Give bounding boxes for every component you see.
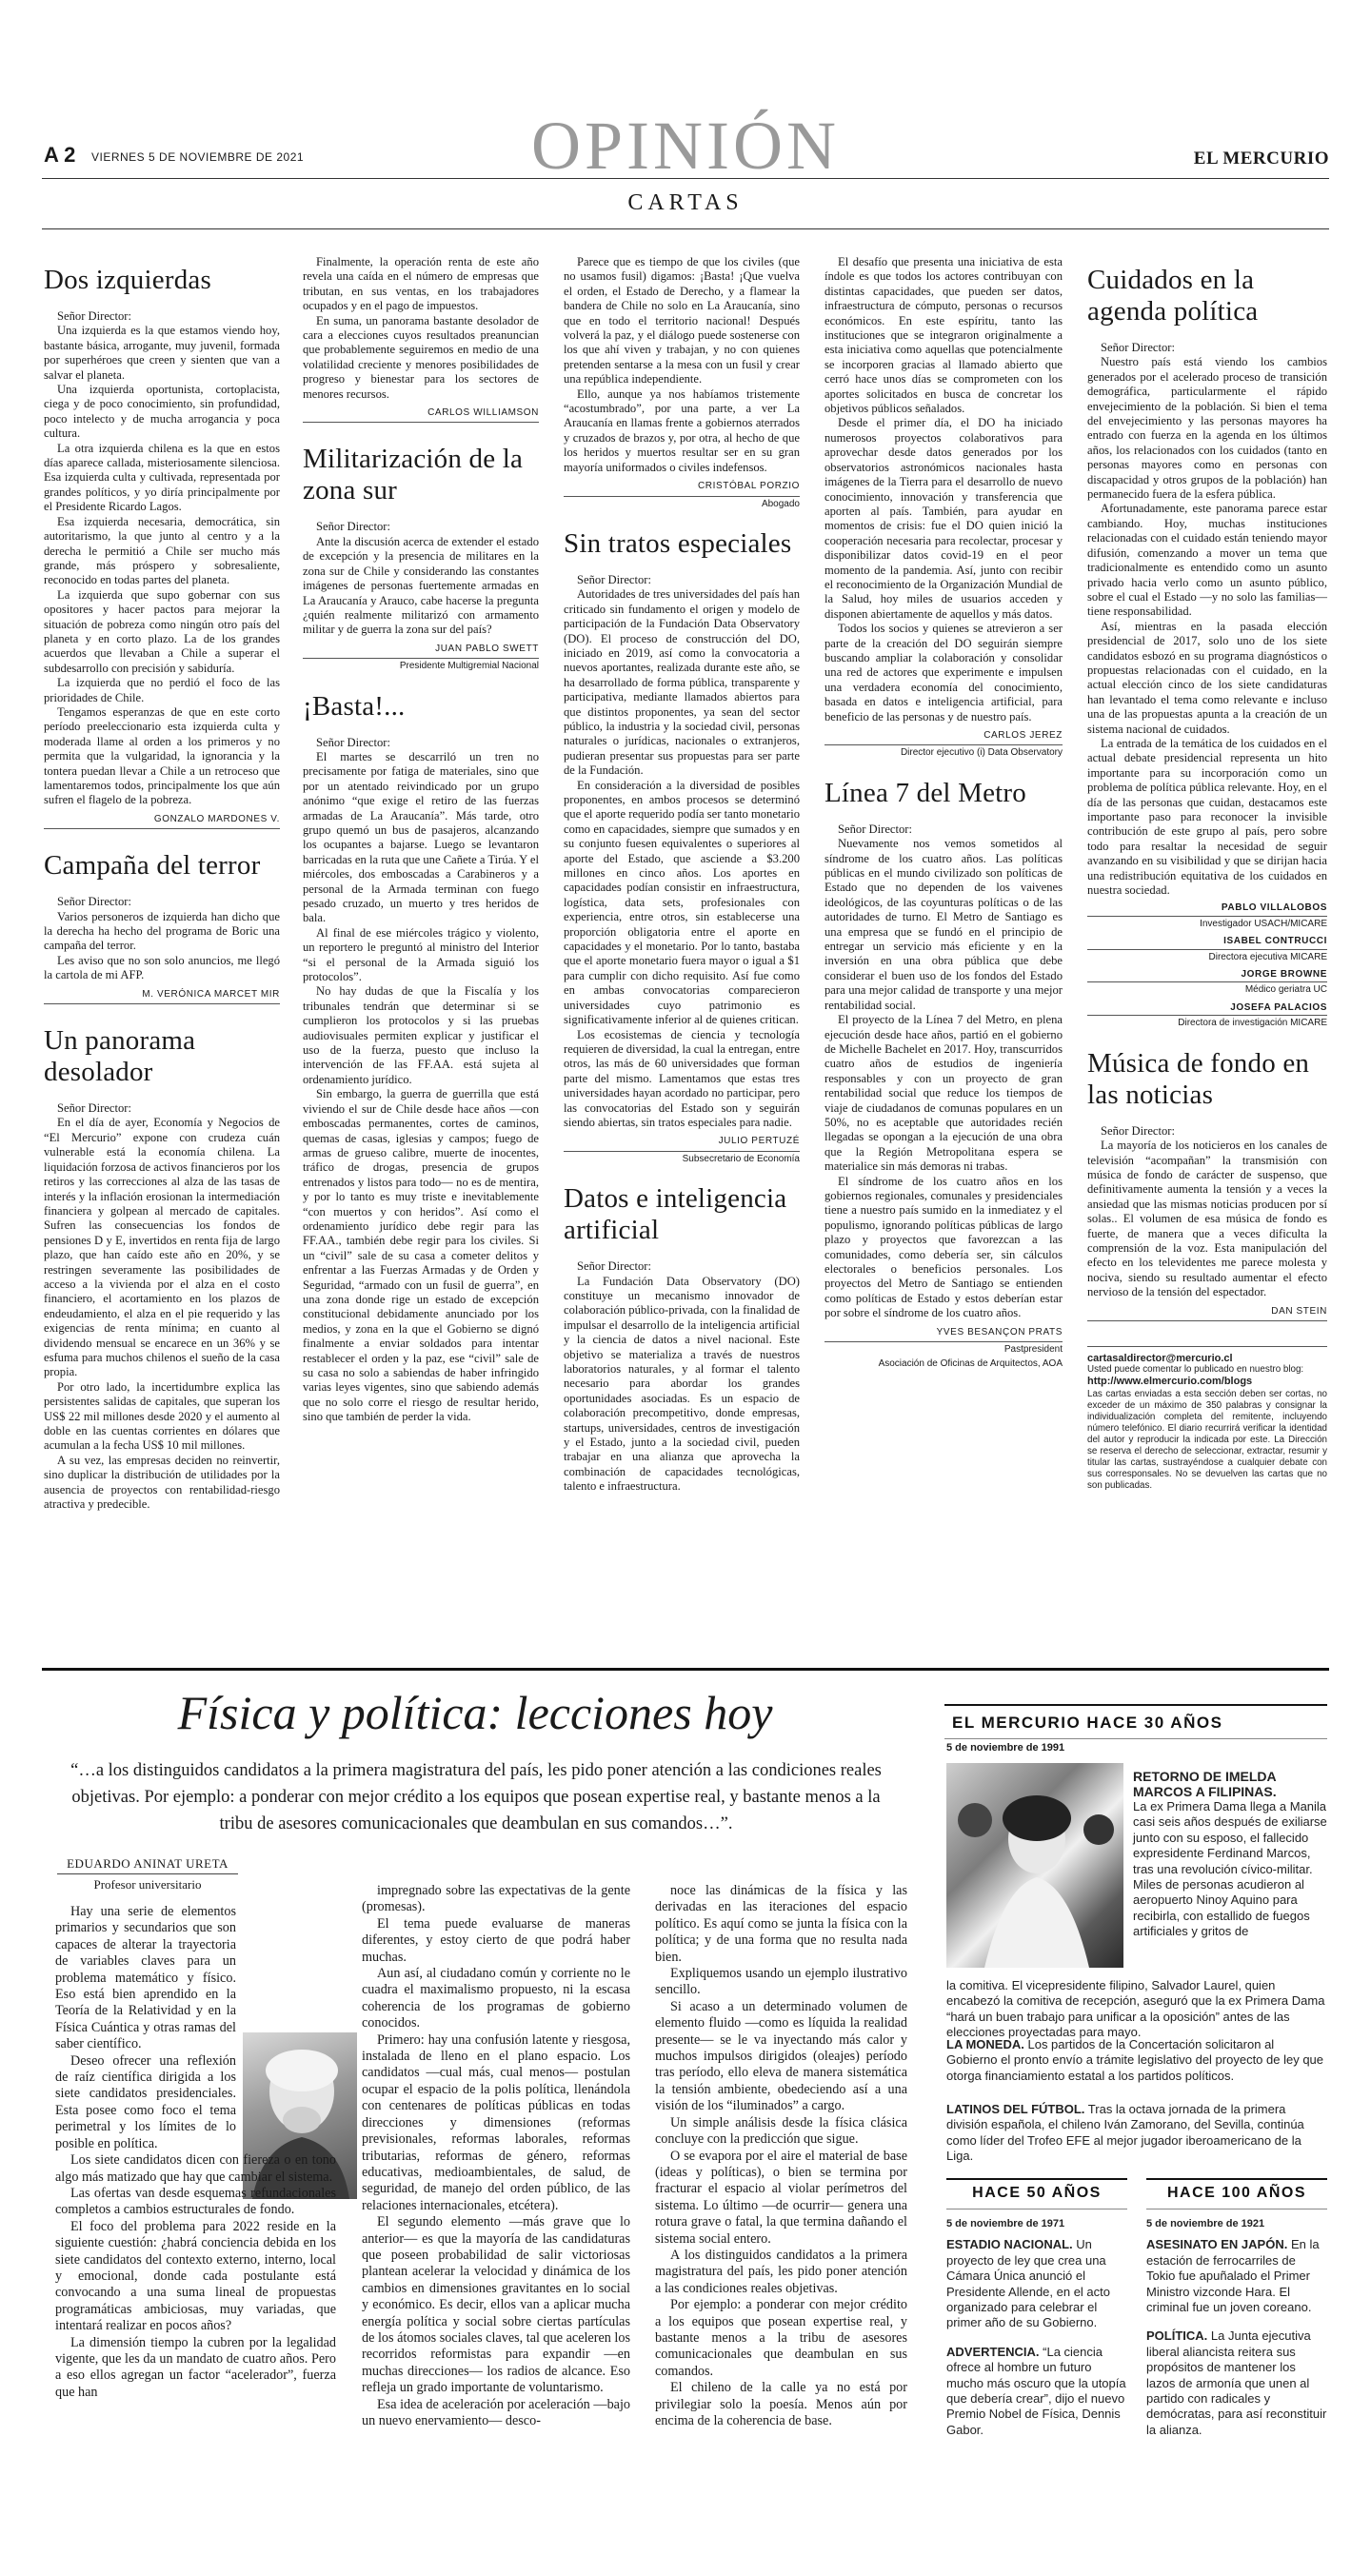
salutation: Señor Director:	[577, 1259, 651, 1274]
signer-role: Asociación de Oficinas de Arquitectos, AOA	[878, 1358, 1063, 1370]
signature: ISABEL CONTRUCCI	[1087, 934, 1327, 949]
paragraph: El martes se descarriló un tren no precisamente por fatiga de materiales, sino que por un atentado reivindicado por un grupo anónimo “que exige el retiro de las fuerzas armadas de La Araucanía”. Más tarde, otro grupo quemó un bus de pasajeros, alcanzando los ocupantes a bajarse. Luego se levantaron barricadas en la ruta que une Cañete a Tirúa. Y el miércoles, dos emboscadas a Carabineros y a personal de la Armada terminan con fuego pesado cruzado, un muerto y tres heridos de bala.	[303, 749, 539, 925]
article-lead: “…a los distinguidos candidatos a la primera magistratura del país, les pido poner atención a las condiciones reales objetivas. Por ejemplo: a ponderar con mejor crédito a los equipos que posean expertise real, y bastante menos a la tribu de asesores comunicacionales que deambulan en sus comandos…”.	[70, 1761, 882, 1833]
letter-title: Dos izquierdas	[44, 265, 211, 295]
paragraph: La entrada de la temática de los cuidados en el actual debate presidencial representa un hito importante para su incorporación como un problema de política pública relevante. Hoy, en el día de las personas que cuidan, destacamos este importante paso para reconocer la invisible contribución de este grupo al país, pero sobre todo para resaltar la necesidad de seguir avanzando en su visibilidad y que se dirijan hacia una redistribución equitativa de los cuidados en nuestra sociedad.	[1087, 736, 1327, 898]
hace100-heading: HACE 100 AÑOS	[1166, 2185, 1307, 2201]
letters-column-5	[1087, 259, 1327, 1492]
hace30-continued: la comitiva. El vicepresidente filipino, Salvador Laurel, quien encabezó la comitiva de recepción, aseguró que la ex Primera Dama “hará un buen trabajo para unificar a la oposición” antes de las elecciones proyectadas para mayo.	[946, 1978, 1325, 2040]
signer-role: Subsecretario de Economía	[682, 1153, 800, 1164]
hace30-text-beside: La ex Primera Dama llega a Manila casi seis años después de exiliarse junto con su esposo, el fallecido expresidente Ferdinand Marcos, tras una revolución cívico-militar. Miles de personas acudieron al aeropuerto Ninoy Aquino para recibirla, con estallido de fuegos artificiales y gritos de	[1133, 1799, 1327, 1939]
signature: PABLO VILLALOBOS	[1087, 901, 1327, 916]
signature: GONZALO MARDONES V.	[44, 812, 280, 829]
mailbox-blog-intro: Usted puede comentar lo publicado en nuestro blog:	[1087, 1363, 1304, 1375]
signature: DAN STEIN	[1087, 1304, 1327, 1321]
paragraph: La mayoría de los noticieros en los canales de televisión “acompañan” la transmisión con música de fondo de carácter de suspenso, que definitivamente aumenta la tensión y a veces la ansiedad que las mismas noticias producen por sí solas.. El volumen de esa música de fondo es fuerte, de manera que a veces dificulta la comprensión de la voz. Esta manipulación del efecto en los televidentes me parece molesta y nociva, siendo su resultado aumentar el efecto nervioso de la tensión del espectador.	[1087, 1139, 1327, 1299]
paragraph: Hay una serie de elementos primarios y secundarios que son capaces de alterar la trayectoria de variables claves para un problema matemático y físico. Eso está bien aprendido en la Teoría de la Relatividad y en la Física Cuántica y otras ramas del saber científico.	[55, 1904, 236, 2052]
paragraph: Parece que es tiempo de que los civiles (que no usamos fusil) digamos: ¡Basta! ¡Que vuelva el orden, el Estado de Derecho, y a flamear la bandera de Chile no solo en La Araucanía, sino que en todo el territorio nacional! Después volverá la paz, y el diálogo puede sostenerse con los que ahí viven y trabajan, y no con quienes pretenden sentarse a la mesa con un fusil y crear una república independiente.	[564, 255, 800, 386]
page-number: A 2	[44, 143, 76, 167]
hace100-rule	[1146, 2178, 1327, 2180]
paragraph: Esa idea de aceleración por aceleración —bajo un nuevo enervamiento— desco-	[362, 2396, 630, 2428]
salutation: Señor Director:	[1101, 341, 1175, 354]
paragraph: En consideración a la diversidad de posibles proponentes, en ambos procesos se determinó que el aporte requerido podía ser tanto monetario como en capacidades, siempre que sumados y en su conjunto fuesen equivalentes o superiores al aporte del Estado, que asciende a $3.200 millones en cinco años. Los aportes en capacidades podían consistir en infraestructura, logística, data sets, profesionales con experiencia, entre otros, sin establecerse una proporción obligatoria entre el aporte en capacidades y el monetario. Por lo tanto, bastaba que el aporte monetario fuera mayor o igual a $1 para cumplir con dicho requisito. Así fue como en ambas convocatorias comparecieron universidades cuyo patrimonio es significativamente inferior al de quienes critican.	[564, 778, 800, 1027]
paragraph: La dimensión tiempo la cubren por la legalidad vigente, que les da un mandato de cuatro años. Pero a eso ellos agregan un factor “acelerador”, fuerza que han	[55, 2334, 336, 2400]
paragraph: Las ofertas van desde esquemas refundacionales completos a cambios estructurales de fondo.	[55, 2185, 336, 2218]
imelda-photo	[946, 1763, 1123, 1968]
item-text: La Junta ejecutiva liberal aliancista reitera sus propósitos de mantener los lazos de armonía que unen al partido con radicales y demócratas, para así reconstituir la alianza.	[1146, 2328, 1327, 2437]
letter-title: Un panorama desolador	[44, 1025, 196, 1088]
hace100-item-politica	[1146, 2328, 1327, 2438]
hace30-heading: EL MERCURIO HACE 30 AÑOS	[952, 1714, 1223, 1732]
paragraph: No hay dudas de que la Fiscalía y los tribunales tendrán que determinar si se cumplieron los protocolos y si las pruebas audiovisuales permiten explicar y justificar el uso de la fuerza, puesto que incluso la intervención de las FF.AA. está sujeta al ordenamiento jurídico.	[303, 984, 539, 1086]
paragraph: Les aviso que no son solo anuncios, me llegó la cartola de mi AFP.	[44, 953, 280, 982]
hace100-date: 5 de noviembre de 1921	[1146, 2218, 1265, 2229]
salutation: Señor Director:	[1101, 1123, 1175, 1138]
paragraph: Al final de ese miércoles trágico y violento, un reportero le preguntó al ministro del Interior “si el personal de la Armada siguió los protocolos”.	[303, 925, 539, 984]
newspaper-name: EL MERCURIO	[1193, 149, 1329, 168]
paragraph: A su vez, las empresas deciden no reinvertir, sino duplicar la distribución de utilidades por la ausencia de proyectos con rentabilidad-riesgo atractiva y predecible.	[44, 1453, 280, 1512]
letter-title: Línea 7 del Metro	[825, 777, 1026, 808]
signer-role: Directora ejecutiva MICARE	[1208, 951, 1327, 962]
signature: JULIO PERTUZÉ	[564, 1134, 800, 1151]
edition-date: VIERNES 5 DE NOVIEMBRE DE 2021	[91, 150, 305, 164]
paragraph: El chileno de la calle ya no está por privilegiar solo la poesía. Menos aún por encima de la coherencia de base.	[655, 2380, 907, 2428]
item-head: ADVERTENCIA.	[946, 2344, 1040, 2359]
hace30-main-story	[1133, 1769, 1327, 1940]
paragraph: Por otro lado, la incertidumbre explica las persistentes salidas de capitales, que superan los US$ 22 mil millones desde 2020 y el aumento al doble en las cuentas corrientes en dólares que acumulan a la fecha US$ 10 mil millones.	[44, 1379, 280, 1453]
subsection-rule	[42, 228, 1329, 229]
paragraph: impregnado sobre las expectativas de la gente (promesas).	[362, 1883, 630, 1915]
paragraph: Por ejemplo: a ponderar con mejor crédito a los equipos que posean expertise real, y bastante menos a la tribu de asesores comunicacionales que deambulan en sus comandos.	[655, 2297, 907, 2379]
letter-title: ¡Basta!...	[303, 690, 406, 722]
paragraph: Todos los socios y quienes se atrevieron a ser parte de la creación del DO seguirán siempre buscando ampliar la colaboración y consolidar una red de actores que experimente e impulsen una verdadera economía del conocimiento, basada en datos e inteligencia artificial, para beneficio de las personas y de nuestro país.	[825, 622, 1063, 723]
sidebar-rule	[944, 1738, 1327, 1739]
signature: JORGE BROWNE	[1087, 967, 1327, 982]
mailbox-blog-link[interactable]: http://www.elmercurio.com/blogs	[1087, 1375, 1253, 1387]
salutation: Señor Director:	[57, 1101, 131, 1116]
paragraph: Tengamos esperanzas de que en este corto período preeleccionario esta izquierda culta y moderada llame al orden a los primeros y no permita que la vulgaridad, la ignorancia y la tontera puedan llevar a Chile a un retroceso que lamentaremos todos, principalmente los que aún sufren el flagelo de la pobreza.	[44, 704, 280, 807]
article-title: Física y política: lecciones hoy	[177, 1686, 773, 1739]
signer-role: Directora de investigación MICARE	[1178, 1018, 1327, 1029]
signature: CARLOS WILLIAMSON	[303, 406, 539, 423]
section-title: OPINIÓN	[531, 108, 840, 184]
letter-title: Sin tratos especiales	[564, 527, 792, 559]
salutation: Señor Director:	[838, 822, 912, 836]
salutation: Señor Director:	[316, 520, 390, 534]
paragraph: Nuevamente nos vemos sometidos al síndrome de los cuatro años. Las políticas públicas en el mundo civilizado son políticas de Estado que no dependen de los vaivenes ideológicos, de las coyunturas políticas o de las autoridades de turno. El Metro de Santiago es una empresa que se fundó en el principio de entregar un servicio más eficiente y en la inversión en una obra pública que debe considerar el buen uso de los fondos del Estado para una mejor calidad de transporte y una mejor rentabilidad social.	[825, 837, 1063, 1012]
paragraph: El desafío que presenta una iniciativa de esta índole es que todos los actores contribuyan con distintas capacidades, que pueden ser datos, infraestructura de cómputo, personas o recursos económicos. En este espíritu, tanto las instituciones que se integraron originalmente a esta iniciativa como aquellas que potencialmente se incorporen gracias al llamado abierto que cerró hace unos días se comprometen con los aportes solicitados en busca de concretar los objetivos públicos señalados.	[825, 255, 1063, 416]
signature: YVES BESANÇON PRATS	[825, 1325, 1063, 1342]
signer-role: Director ejecutivo (i) Data Observatory	[900, 747, 1063, 759]
salutation: Señor Director:	[577, 572, 651, 586]
item-text: Los partidos de la Concertación solicitaron al Gobierno el pronto envío a trámite legislativo del proyecto de ley que otorga financiamiento estatal a los partidos políticos.	[946, 2037, 1324, 2083]
subsection-title: CARTAS	[627, 190, 744, 215]
hace100-item-japon	[1146, 2237, 1327, 2315]
paragraph: Expliquemos usando un ejemplo ilustrativo sencillo.	[655, 1966, 907, 1998]
salutation: Señor Director:	[316, 735, 390, 749]
letter-title: Datos e inteligencia artificial	[564, 1183, 787, 1246]
letters-column-1	[44, 259, 280, 1512]
hace30-item-moneda	[946, 2037, 1327, 2084]
paragraph: Ante la discusión acerca de extender el estado de excepción y la presencia de militares en la zona sur de Chile y considerando las constantes imágenes de personas fuertemente armadas en La Araucanía y Arauco, cabe hacerse la pregunta ¿quién realmente militarizó con armamento militar y de guerra la zona sur del país?	[303, 534, 539, 637]
header-rule	[42, 178, 1329, 179]
hace50-date: 5 de noviembre de 1971	[946, 2218, 1065, 2229]
article-author-role: Profesor universitario	[93, 1877, 202, 1892]
article-column-1	[55, 1904, 336, 2401]
paragraph: Esa izquierda necesaria, democrática, sin autoritarismo, la que junto al centro y a la derecha le permitió a Chile ser mucho más grande, más próspero y sobresaliente, reconocido en todas partes del planeta.	[44, 514, 280, 587]
item-head: POLÍTICA.	[1146, 2328, 1208, 2344]
paragraph: Una izquierda es la que estamos viendo hoy, bastante básica, arrogante, muy juvenil, formada por superhéroes que creen y sienten que van a salvar el planeta.	[44, 324, 280, 382]
signature: JOSEFA PALACIOS	[1087, 1001, 1327, 1016]
paragraph: Finalmente, la operación renta de este año revela una caída en el número de empresas que tributan, en sus ventas, en los trabajadores ocupados y en el pago de impuestos.	[303, 255, 539, 313]
paragraph: Una izquierda oportunista, cortoplacista, ciega y de poco conocimiento, sin profundidad, poco intelecto y de mucha arrogancia y poca cultura.	[44, 383, 280, 441]
salutation: Señor Director:	[57, 309, 131, 323]
paragraph: Nuestro país está viendo los cambios generados por el acelerado proceso de transición demográfica, particularmente el rápido envejecimiento de la población. Si bien el tema del envejecimiento y las personas mayores ha entrado con fuerza en la agenda en los últimos años, los relacionados con los cuidados (tanto en personas mayores como en personas con discapacidad y otros grupos de la población) han permanecido fuera de la esfera pública.	[1087, 355, 1327, 502]
paragraph: Varios personeros de izquierda han dicho que la derecha ha hecho del programa de Boric una campaña del terror.	[44, 909, 280, 953]
section-divider	[42, 1668, 1329, 1671]
paragraph: En el día de ayer, Economía y Negocios de “El Mercurio” expone con crudeza cuán vulnerable está la economía chilena. La liquidación forzosa de activos financieros por los retiros y las correcciones al alza de las tasas de interés y la inflación erosionan la intermediación financiera y golpean al mercado de capitales. Sufren las consecuencias los fondos de pensiones D y E, invertidos en renta fija de largo plazo, que han caído este año en 20%, y se restringen severamente las posibilidades de acceso a la vivienda por el alza en el costo financiero, el acortamiento en los plazos de endeudamiento, el alza en el pie requerido y las exigencias de renta mínima; en cuanto al dividendo mensual se encarece en un 36% y se esfuma para muchos chilenos el sueño de la casa propia.	[44, 1116, 280, 1379]
paragraph: noce las dinámicas de la física y las derivadas en las iteraciones del espacio político. Es aquí como se junta la física con la política; y de una forma que no resulta nada bien.	[655, 1883, 907, 1965]
signature: M. VERÓNICA MARCET MIR	[44, 987, 280, 1004]
hace30-date: 5 de noviembre de 1991	[946, 1742, 1065, 1754]
letters-column-2	[303, 255, 539, 1425]
hace50-rule	[946, 2178, 1127, 2180]
paragraph: Ello, aunque ya nos habíamos tristemente “acostumbrado”, por una parte, a ver La Araucanía en llamas frente a gobiernos aterrados y cruzados de brazos y, por otra, al hecho de que los heridos y muertos resultar ser en su gran mayoría uniformados o civiles indefensos.	[564, 386, 800, 474]
paragraph: O se evapora por el aire el material de base (ideas y políticas), o bien se termina por fracturar el espacio al violar perímetros del sistema. Lo último —de ocurrir— genera una rotura grave o fatal, la que termina dañando el sistema social entero.	[655, 2148, 907, 2247]
signer-role: Médico geriatra UC	[1244, 984, 1327, 996]
paragraph: Así, mientras en la pasada elección presidencial de 2017, solo uno de los siete candidatos esbozó en su programa diagnósticos o propuestas relacionadas con el cuidado, en la actual elección cinco de los siete candidaturas han levantado el tema como relevante e incluso una de las propuestas apunta a la creación de un sistema nacional de cuidados.	[1087, 619, 1327, 736]
item-head: ASESINATO EN JAPÓN.	[1146, 2237, 1288, 2252]
item-text: Tras la octava jornada de la primera división española, el chileno Iván Zamorano, del Sevilla, continúa como líder del Trofeo EFE al mejor jugador iberoamericano de la Liga.	[946, 2102, 1304, 2164]
signer-role: Investigador USACH/MICARE	[1200, 918, 1327, 929]
paragraph: El proyecto de la Línea 7 del Metro, en plena ejecución desde hace años, partió en el gobierno de Michelle Bachelet en 2017. Hoy, transcurridos cuatro años de estudios de ingeniería responsables y con un proyecto de gran rentabilidad social que reduce los tiempos de viaje de ciudadanos de comunas populares en un 50%, no es aceptable que autoridades recién llegadas se opongan a la ejecución de una obra que la Región Metropolitana espera se materialice sin más demoras ni trabas.	[825, 1013, 1063, 1174]
mailbox-policy: Las cartas enviadas a esta sección deben ser cortas, no exceder de un máximo de 350 palabras y consignar la individualización completa del remitente, incluyendo número telefónico. El diario recurrirá verificar la identidad del autor y reproducir la indicada por este. La Dirección se reserva el derecho de seleccionar, extractar, resumir y titular las cartas, sustrayéndose a cualquier debate con sus corresponsales. No se devuelven las cartas que no son publicadas.	[1087, 1388, 1327, 1491]
article-column-3	[655, 1883, 907, 2429]
signer-role: Presidente Multigremial Nacional	[399, 661, 539, 672]
paragraph: La izquierda que supo gobernar con sus opositores y hacer pactos para mejorar la situación de pobreza como ningún otro país del planeta y en corto plazo. La de los grandes acuerdos que llevaban a Chile a superar el subdesarrollo con precisión y sabiduría.	[44, 587, 280, 675]
hace50-item-estadio	[946, 2237, 1129, 2330]
paragraph: La izquierda que no perdió el foco de las prioridades de Chile.	[44, 676, 280, 704]
hace50-heading: HACE 50 AÑOS	[972, 2185, 1102, 2201]
item-text: “La ciencia ofrece al hombre un futuro mucho más oscuro que la utopía que debería crear”, dijo el nuevo Premio Nobel de Física, Dennis Gabor.	[946, 2344, 1126, 2437]
hace30-item-futbol	[946, 2102, 1327, 2165]
mailbox-email[interactable]: cartasaldirector@mercurio.cl	[1087, 1352, 1233, 1364]
paragraph: La otra izquierda chilena es la que en estos días aparece callada, misteriosamente silenciosa. Esa izquierda culta y cultivada, representada por grandes políticos, y yo diría principalmente por el Presidente Ricardo Lagos.	[44, 441, 280, 514]
letter-title: Campaña del terror	[44, 850, 261, 882]
paragraph: Primero: hay una confusión latente y riesgosa, instalada de lleno en el plano espacio. Los candidatos —cual más, cual menos— postulan ocupar el espacio de la polis política, llenándola con centenares de políticas públicas en todas direcciones y dimensiones (reformas previsionales, reformas laborales, reformas tributarias, reformas de género, reformas educativas, medioambientales, de salud, de seguridad, de manejo del orden público, de las relaciones internacionales, etcétera).	[362, 2031, 630, 2213]
paragraph: A los distinguidos candidatos a la primera magistratura del país, les pido poner atención a las condiciones reales objetivas.	[655, 2247, 907, 2296]
letter-title: Militarización de la zona sur	[303, 444, 524, 506]
hace50-block	[946, 2216, 1129, 2438]
signature: JUAN PABLO SWETT	[303, 642, 539, 659]
signature: CRISTÓBAL PORZIO	[564, 479, 800, 496]
salutation: Señor Director:	[57, 895, 131, 909]
paragraph: Autoridades de tres universidades del país han criticado sin fundamento el origen y modelo de participación de la Fundación Data Observatory (DO). El proceso de construcción del DO, iniciado en 2019, así como la convocatoria a nuevos aportantes, realizada durante este año, se ha desarrollado de forma pública, transparente y participativa, mediante llamados abiertos para que distintos proponentes, ya sean del sector público, la industria y la sociedad civil, personas naturales o jurídicas, nacionales o extranjeros, pudieran presentar sus propuestas para ser parte de la Fundación.	[564, 587, 800, 778]
item-head: LA MONEDA.	[946, 2037, 1024, 2051]
item-text: Un proyecto de ley que crea una Cámara Única anunció el Presidente Allende, en el acto organizado para celebrar el primer año de su Gobierno.	[946, 2237, 1111, 2330]
hace50-item-advertencia	[946, 2345, 1129, 2438]
paragraph: Si acaso a un determinado volumen de elemento fluido —como es líquida la realidad presente— se le va inyectando más calor y muchos impulsos dirigidos (oleajes) período tras período, ello eleva de manera sistemática la tensión ambiente, obedeciendo así a una visión de los “iluminados” a cargo.	[655, 1998, 907, 2114]
hace100-block	[1146, 2216, 1327, 2438]
signer-role: Abogado	[761, 498, 800, 509]
paragraph: Desde el primer día, el DO ha iniciado numerosos proyectos colaborativos para aprovechar desde datos generados por los observatorios astronómicos nacionales hasta imágenes de la Tierra para el desarrollo de nuevo conocimiento, innovación y transferencia que aporten al país. También, para ayudar en momentos de crisis: fue el DO quien inició la cooperación necesaria para recolectar, procesar y disponibilizar datos covid-19 en el peor momento de la pandemia. Así, junto con recibir el reconocimiento de la Organización Mundial de la Salud, hoy miles de usuarios acceden y disponen abiertamente de aquellos y más datos.	[825, 416, 1063, 621]
article-author: EDUARDO ANINAT URETA	[57, 1856, 238, 1874]
letter-title: Cuidados en la agenda política	[1087, 265, 1259, 327]
sidebar-top-rule	[944, 1704, 1327, 1706]
paragraph: Deseo ofrecer una reflexión de raíz científica dirigida a los siete candidatos presidenciales. Esta posee como foco el tema perimetral y los límites de lo posible en política.	[55, 2052, 236, 2151]
paragraph: El tema puede evaluarse de maneras diferentes, y estoy cierto de que podrá haber muchas.	[362, 1915, 630, 1965]
paragraph: Los ecosistemas de ciencia y tecnología requieren de diversidad, la cual la entregan, entre otros, las más de 60 universidades que forman parte del mismo. Lamentamos que estas tres universidades hayan acordado no participar, pero las convocatorias del Estado son y seguirán siendo abiertas, sin tratos especiales para nadie.	[564, 1027, 800, 1129]
paragraph: Los siete candidatos dicen con fiereza o en tono algo más matizado que hay que cambiar el sistema.	[55, 2152, 336, 2185]
paragraph: El segundo elemento —más grave que lo anterior— es que la mayoría de las candidaturas que poseen probabilidad de salir victoriosas plantean acelerar la velocidad y dinámica de los cambios en dimensiones gravitantes en lo social y económico. Es decir, ellos van a aplicar mucha energía política y social sobre ciertas partículas de los átomos sociales claves, tal que aceleren los recorridos reformistas para expandir —en muchas direcciones— los radios de alcance. Eso refleja un grado importante de voluntarismo.	[362, 2214, 630, 2396]
paragraph: El foco del problema para 2022 reside en la siguiente cuestión: ¿habrá conciencia debida en los siete candidatos del contexto externo, interno, local y emocional, donde cada postulante está convocando a una suma lineal de propuestas programáticas ambiciosas, muy variadas, que intentará realizar en pocos años?	[55, 2218, 336, 2334]
letters-column-4	[825, 255, 1063, 1389]
item-text: En la estación de ferrocarriles de Tokio fue apuñalado el Primer Ministro vizconde Hara. El criminal fue un joven coreano.	[1146, 2237, 1320, 2315]
paragraph: En suma, un panorama bastante desolador de cara a elecciones cuyos resultados preanuncian que probablemente seguiremos en medio de una volatilidad creciente y menores posibilidades de progreso y bienestar para los sectores de menores recursos.	[303, 313, 539, 401]
paragraph: Sin embargo, la guerra de guerrilla que está viviendo el sur de Chile desde hace años —con emboscadas permanentes, cortes de caminos, quemas de casas, iglesias y campos; fuego de armas de grueso calibre, muerte de inocentes, tráfico de drogas, presencia de grupos entrenados y listos para todo— no es de mentira, y por lo tanto es muy triste e inevitablemente “con muertos y con heridos”. Así como el ordenamiento jurídico debe regir para las FF.AA., también debe regir para los civiles. Si un “civil” sale de su casa a cometer delitos y enfrentar a las Fuerzas Armadas y de Orden y Seguridad, “armado con un fusil de guerra”, en una zona donde rige un estado de excepción constitucional debidamente anunciado por los medios, y zona en la que el Gobierno se dignó finalmente a enviar soldados para intentar restablecer el orden y la paz, ese “civil” sale de su casa no solo a sabiendas de haber infringido varias leyes vigentes, sino que sabiendo además que no solo corre el riesgo de resultar herido, sino que también de perder la vida.	[303, 1087, 539, 1424]
item-head: LATINOS DEL FÚTBOL.	[946, 2102, 1085, 2116]
signature: CARLOS JEREZ	[825, 728, 1063, 745]
letters-mailbox	[1087, 1346, 1327, 1492]
article-column-2	[362, 1883, 630, 2429]
paragraph: El síndrome de los cuatro años en los gobiernos regionales, comunales y presidenciales tiene a nuestro país sumido en la inmediatez y el populismo, ignorando políticas públicas de largo plazo y proyectos que favorezcan a las comunidades, como debería ser, sin cálculos electorales o beneficios personales. Los proyectos del Metro de Santiago se entienden como políticas de Estado y estos deberían estar por sobre el síndrome de los cuatro años.	[825, 1174, 1063, 1320]
signer-role: Pastpresident	[1003, 1344, 1063, 1356]
paragraph: Aun así, al ciudadano común y corriente no le cuadra el maximalismo propuesto, ni la escasa coherencia de los programas de gobierno conocidos.	[362, 1966, 630, 2031]
paragraph: Afortunadamente, este panorama parece estar cambiando. Hoy, muchas instituciones relacionadas con el cuidado están teniendo mayor difusión, comenzando a mover un tema que tradicionalmente es entendido como un asunto privado hacia verlo como un asunto público, sobre el cual el Estado —y no solo las familias— tiene responsabilidad.	[1087, 502, 1327, 619]
letters-column-3	[564, 255, 800, 1495]
letter-title: Música de fondo en las noticias	[1087, 1047, 1310, 1110]
paragraph: Un simple análisis desde la física clásica concluye con la predicción que sigue.	[655, 2114, 907, 2148]
photo-icon	[946, 1763, 1123, 1968]
item-head: ESTADIO NACIONAL.	[946, 2237, 1073, 2252]
paragraph: La Fundación Data Observatory (DO) constituye un mecanismo innovador de colaboración público-privada, con la finalidad de impulsar el desarrollo de la inteligencia artificial y la ciencia de datos a nivel nacional. Este objetivo se materializa a través de nuestros laboratorios naturales, y al formar el talento necesario para abordar los grandes oportunidades asociadas. Es un espacio de colaboración precompetitivo, donde empresas, startups, universidades, centros de investigación y el Estado, junto a la sociedad civil, pueden trabajar en una alianza que aprovecha la combinación de capacidades tecnológicas, talento e infraestructura.	[564, 1274, 800, 1494]
hace30-headline: RETORNO DE IMELDA MARCOS A FILIPINAS.	[1133, 1769, 1277, 1799]
